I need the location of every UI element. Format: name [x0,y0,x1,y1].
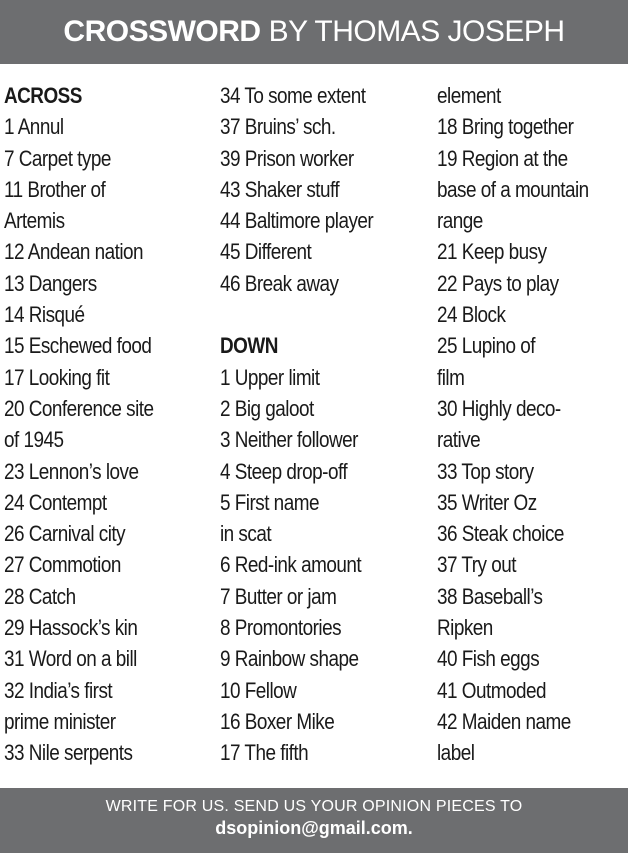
clue-line: 29 Hassock’s kin [4,615,138,641]
clue-line: 18 Bring together [437,114,574,140]
clue-line: of 1945 [4,427,64,453]
clue-line: 45 Different [220,239,312,265]
clue-line: 19 Region at the [437,145,568,171]
section-heading: ACROSS [4,83,82,108]
clue-line: 36 Steak choice [437,521,564,547]
clue-column-3 [437,80,618,769]
clue-line: 34 To some extent [220,83,366,108]
clue-line: 5 First name [220,489,319,515]
clue-line: 1 Upper limit [220,364,320,390]
clue-line: film [437,364,465,390]
title-byline: BY THOMAS JOSEPH [268,15,565,48]
clue-line: 24 Contempt [4,489,107,515]
clue-line: in scat [220,521,272,547]
clue-line: 38 Baseball’s [437,583,543,609]
clue-line: 33 Top story [437,458,534,484]
clue-line: 43 Shaker stuff [220,176,340,202]
clue-line: element [437,83,501,108]
clue-line: 46 Break away [220,270,339,296]
clue-line: 42 Maiden name [437,708,571,734]
clue-line: 44 Baltimore player [220,208,374,234]
clue-line: 10 Fellow [220,677,297,703]
clue-line: 22 Pays to play [437,270,559,296]
clue-line: 1 Annul [4,114,64,140]
clue-line: base of a mountain [437,176,589,202]
clue-line: 16 Boxer Mike [220,708,335,734]
clue-column-1 [4,80,185,769]
clue-line: 4 Steep drop-off [220,458,348,484]
clue-line: 11 Brother of [4,176,106,202]
clue-line: 30 Highly deco- [437,395,561,421]
clue-line: 7 Carpet type [4,145,111,171]
clue-line: 9 Rainbow shape [220,646,359,672]
clue-line: 3 Neither follower [220,427,358,453]
clue-line: 28 Catch [4,583,76,609]
clue-line: 33 Nile serpents [4,740,133,766]
clue-line: 7 Butter or jam [220,583,337,609]
clue-line: 32 India’s first [4,677,113,703]
clue-line: label [437,740,475,766]
clue-line: 15 Eschewed food [4,333,152,359]
footer-email[interactable]: dsopinion@gmail.com. [215,818,413,838]
clue-line: 26 Carnival city [4,521,126,547]
clue-column-2 [220,80,401,769]
clue-line: range [437,208,483,234]
clue-line: 20 Conference site [4,395,154,421]
clue-line: 39 Prison worker [220,145,354,171]
footer-invitation: WRITE FOR US. SEND US YOUR OPINION PIECES TO [105,798,523,815]
footer-banner [0,788,628,853]
clue-line: 41 Outmoded [437,677,546,703]
section-heading: DOWN [220,333,278,359]
clue-line: Artemis [4,208,65,234]
clue-line: 2 Big galoot [220,395,314,421]
spacer [220,299,401,330]
clue-line: 27 Commotion [4,552,121,578]
clue-line: rative [437,427,481,453]
clue-line: 17 Looking fit [4,364,110,390]
clue-line: 21 Keep busy [437,239,547,265]
title-banner [0,0,628,64]
clue-line: Ripken [437,615,493,641]
clue-columns [4,80,626,772]
clue-line: 40 Fish eggs [437,646,540,672]
clue-line: 23 Lennon’s love [4,458,139,484]
clue-line: 12 Andean nation [4,239,144,265]
clue-line: 6 Red-ink amount [220,552,362,578]
clue-line: 8 Promontories [220,615,342,641]
clue-line: 24 Block [437,302,506,328]
clue-line: 35 Writer Oz [437,489,537,515]
title-crossword: CROSSWORD [63,15,261,48]
clue-line: 37 Try out [437,552,516,578]
clue-line: 25 Lupino of [437,333,535,359]
clue-line: 31 Word on a bill [4,646,137,672]
clue-line: 17 The fifth [220,740,309,766]
clue-line: 37 Bruins’ sch. [220,114,336,140]
clue-line: prime minister [4,708,116,734]
clue-line: 14 Risqué [4,302,85,328]
clue-line: 13 Dangers [4,270,97,296]
